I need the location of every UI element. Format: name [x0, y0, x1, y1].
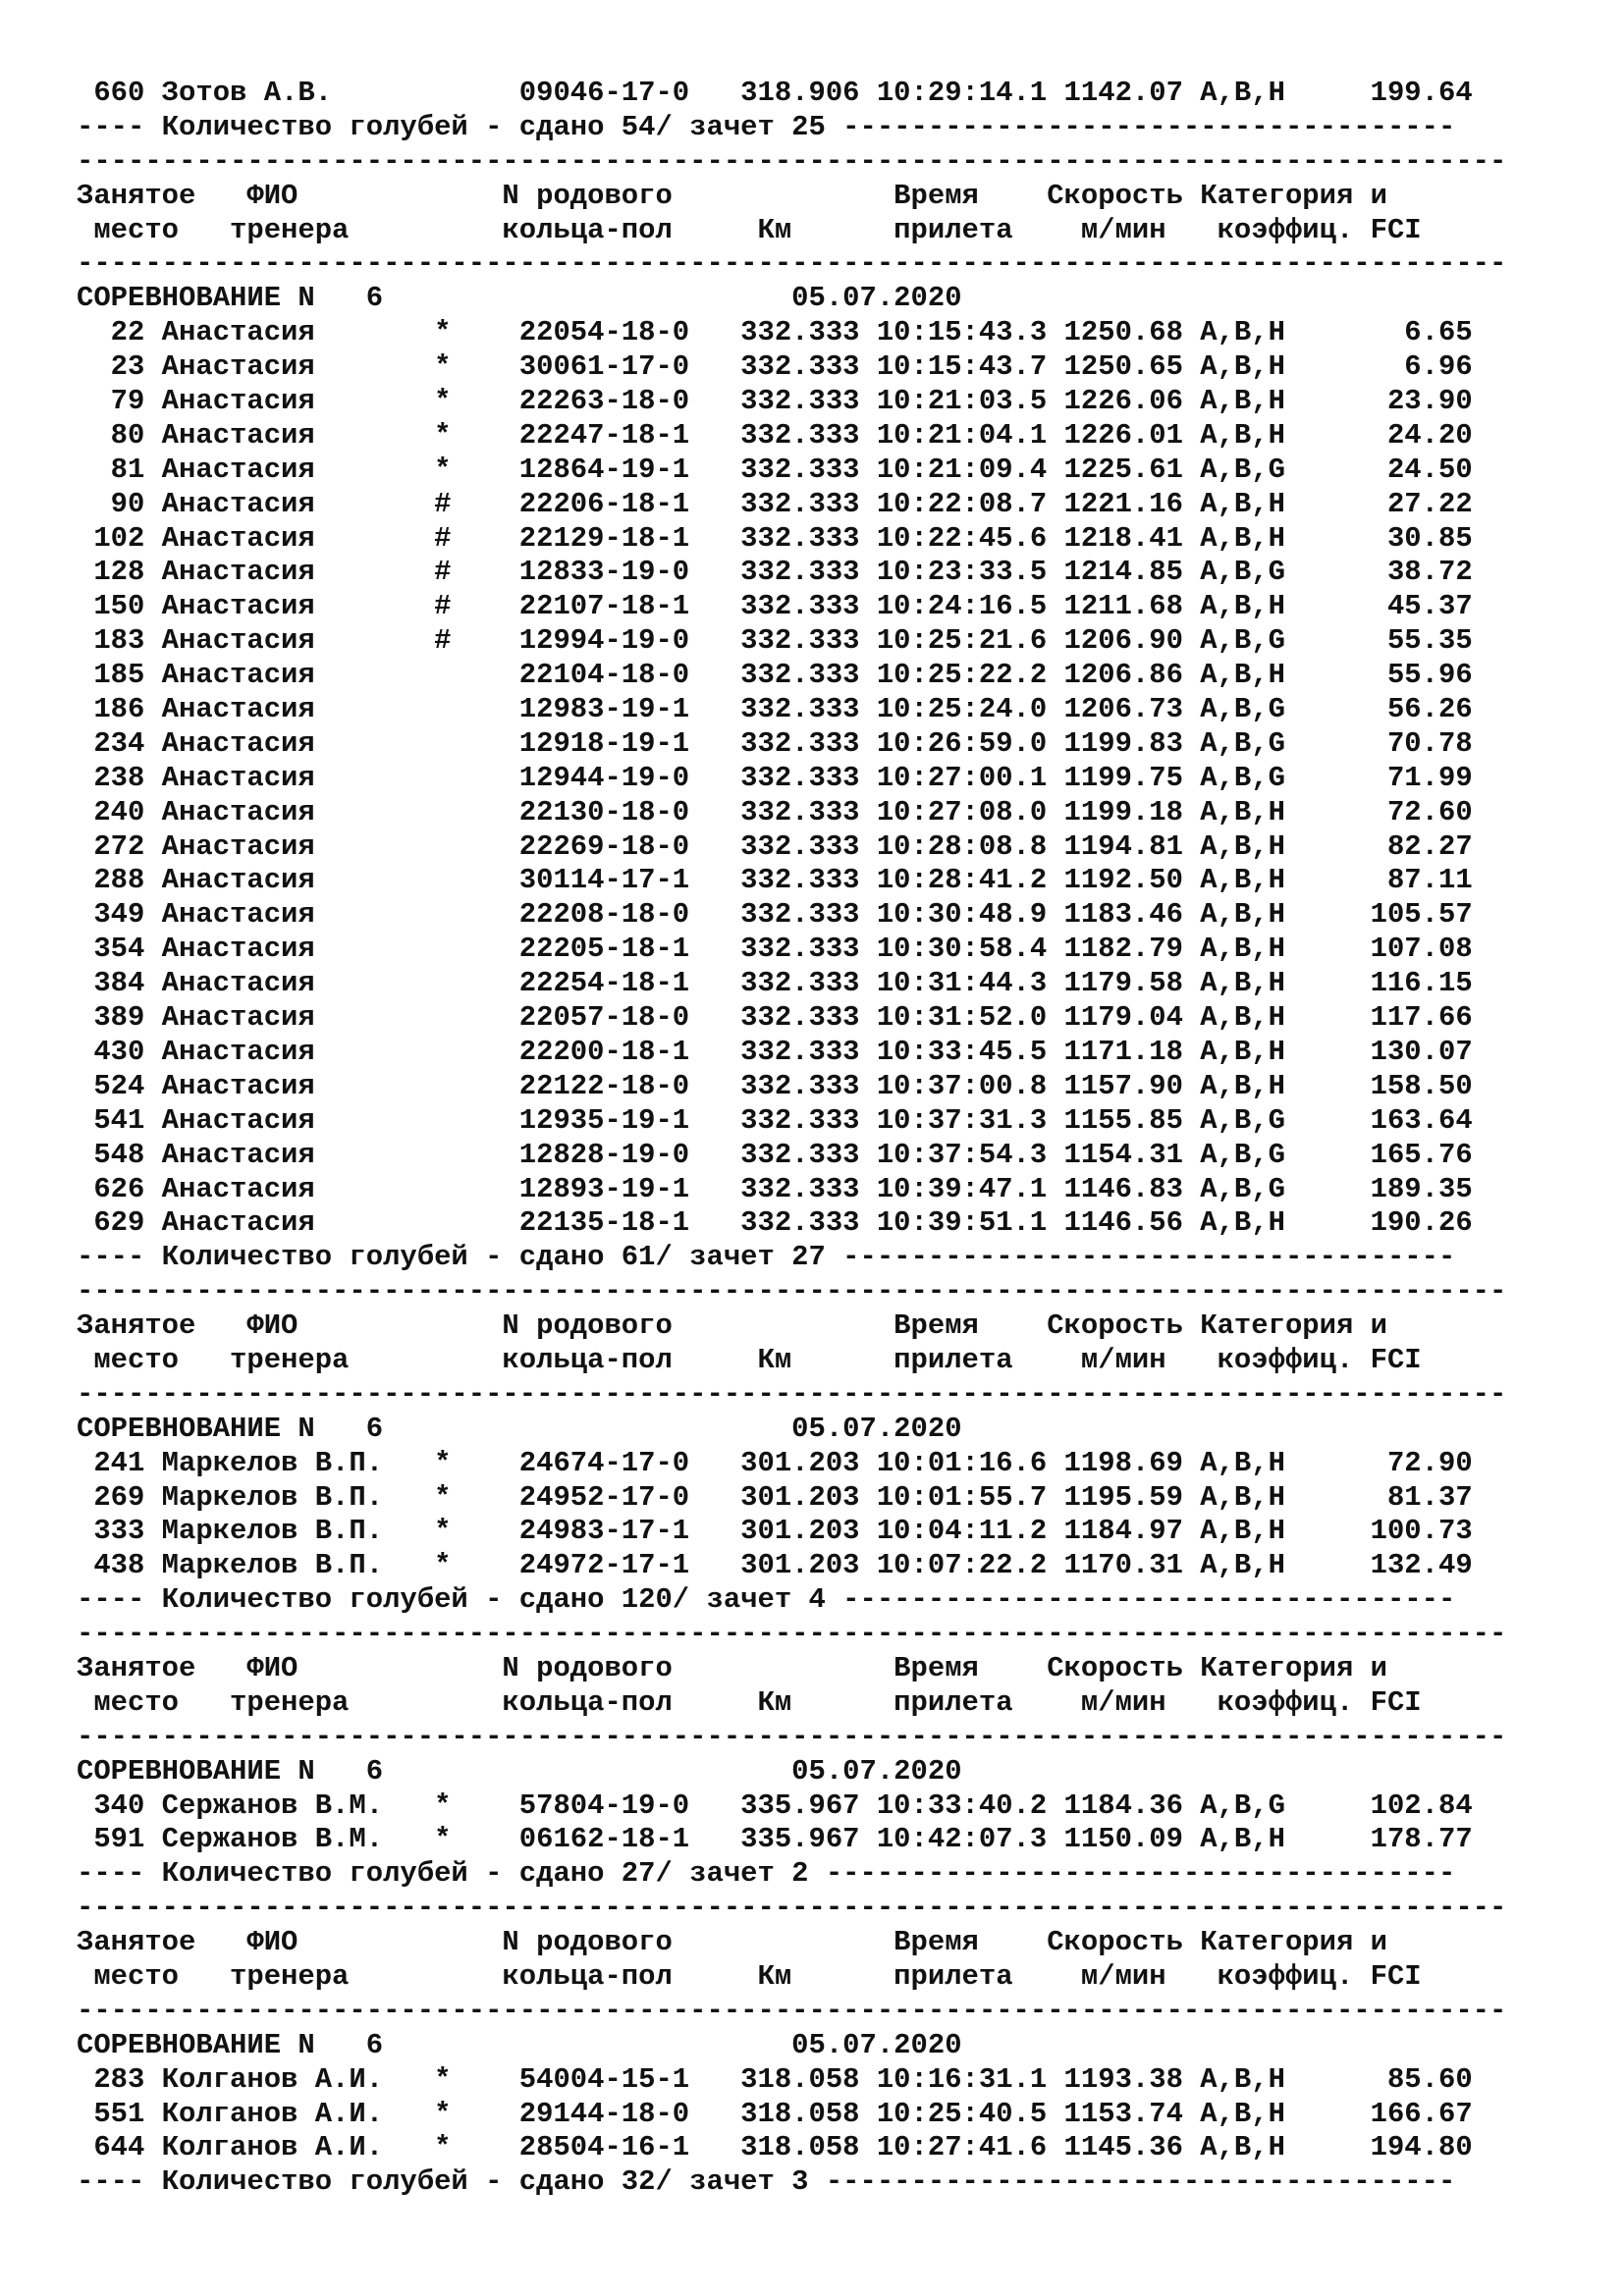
result-row: 333 Маркелов В.П. * 24983-17-1 301.203 10:04:11.2 1184.97 A,B,H 100.73	[77, 1515, 1473, 1548]
result-row: 22 Анастасия * 22054-18-0 332.333 10:15:43.3 1250.68 A,B,H 6.65	[77, 316, 1473, 349]
result-row: 288 Анастасия 30114-17-1 332.333 10:28:41.2 1192.50 A,B,H 87.11	[77, 864, 1473, 897]
count-summary: ---- Количество голубей - сдано 61/ зачет 27 ------------------------------------	[77, 1241, 1456, 1274]
result-row: 183 Анастасия # 12994-19-0 332.333 10:25:21.6 1206.90 A,B,G 55.35	[77, 624, 1473, 658]
column-header-line-2: место тренера кольца-пол Км прилета м/мин коэффиц. FCI	[77, 1685, 1422, 1719]
result-row: 185 Анастасия 22104-18-0 332.333 10:25:22.2 1206.86 A,B,H 55.96	[77, 659, 1473, 692]
count-summary: ---- Количество голубей - сдано 120/ зачет 4 ------------------------------------	[77, 1583, 1456, 1617]
result-row: 354 Анастасия 22205-18-1 332.333 10:30:58.4 1182.79 A,B,H 107.08	[77, 933, 1473, 966]
separator-line: ------------------------------------------------------------------------------------	[77, 247, 1507, 281]
competition-line: СОРЕВНОВАНИЕ N 6 05.07.2020	[77, 1412, 962, 1445]
separator-line: ------------------------------------------------------------------------------------	[77, 1275, 1507, 1308]
column-header-line-1: Занятое ФИО N родового Время Скорость Категория и	[77, 1651, 1387, 1684]
result-row: 186 Анастасия 12983-19-1 332.333 10:25:24.0 1206.73 A,B,G 56.26	[77, 693, 1473, 726]
column-header-line-1: Занятое ФИО N родового Время Скорость Категория и	[77, 179, 1387, 212]
count-summary: ---- Количество голубей - сдано 54/ зачет 25 ------------------------------------	[77, 110, 1456, 143]
result-row: 629 Анастасия 22135-18-1 332.333 10:39:51.1 1146.56 A,B,H 190.26	[77, 1206, 1473, 1240]
column-header-line-2: место тренера кольца-пол Км прилета м/мин коэффиц. FCI	[77, 213, 1422, 246]
result-row: 241 Маркелов В.П. * 24674-17-0 301.203 10:01:16.6 1198.69 A,B,H 72.90	[77, 1446, 1473, 1479]
separator-line: ------------------------------------------------------------------------------------	[77, 1618, 1507, 1651]
column-header-line-2: место тренера кольца-пол Км прилета м/мин коэффиц. FCI	[77, 1959, 1422, 1993]
results-printout	[77, 77, 1506, 2200]
result-row: 438 Маркелов В.П. * 24972-17-1 301.203 10:07:22.2 1170.31 A,B,H 132.49	[77, 1549, 1473, 1582]
result-row: 389 Анастасия 22057-18-0 332.333 10:31:52.0 1179.04 A,B,H 117.66	[77, 1001, 1473, 1035]
result-row: 79 Анастасия * 22263-18-0 332.333 10:21:03.5 1226.06 A,B,H 23.90	[77, 385, 1473, 418]
result-row: 384 Анастасия 22254-18-1 332.333 10:31:44.3 1179.58 A,B,H 116.15	[77, 967, 1473, 1000]
result-row: 524 Анастасия 22122-18-0 332.333 10:37:00.8 1157.90 A,B,H 158.50	[77, 1069, 1473, 1102]
result-row: 660 Зотов А.В. 09046-17-0 318.906 10:29:14.1 1142.07 A,B,H 199.64	[77, 77, 1473, 109]
column-header-line-1: Занятое ФИО N родового Время Скорость Категория и	[77, 1309, 1387, 1343]
result-row: 591 Сержанов В.М. * 06162-18-1 335.967 10:42:07.3 1150.09 A,B,H 178.77	[77, 1823, 1473, 1856]
result-row: 551 Колганов А.И. * 29144-18-0 318.058 10:25:40.5 1153.74 A,B,H 166.67	[77, 2097, 1473, 2130]
count-summary: ---- Количество голубей - сдано 32/ зачет 3 -------------------------------------	[77, 2165, 1456, 2199]
result-row: 548 Анастасия 12828-19-0 332.333 10:37:54.3 1154.31 A,B,G 165.76	[77, 1138, 1473, 1171]
result-row: 430 Анастасия 22200-18-1 332.333 10:33:45.5 1171.18 A,B,H 130.07	[77, 1035, 1473, 1068]
result-row: 238 Анастасия 12944-19-0 332.333 10:27:00.1 1199.75 A,B,G 71.99	[77, 761, 1473, 794]
separator-line: ------------------------------------------------------------------------------------	[77, 1892, 1507, 1925]
result-row: 80 Анастасия * 22247-18-1 332.333 10:21:04.1 1226.01 A,B,H 24.20	[77, 418, 1473, 452]
result-row: 150 Анастасия # 22107-18-1 332.333 10:24:16.5 1211.68 A,B,H 45.37	[77, 590, 1473, 623]
result-row: 81 Анастасия * 12864-19-1 332.333 10:21:09.4 1225.61 A,B,G 24.50	[77, 453, 1473, 486]
result-row: 90 Анастасия # 22206-18-1 332.333 10:22:08.7 1221.16 A,B,H 27.22	[77, 487, 1473, 520]
count-summary: ---- Количество голубей - сдано 27/ зачет 2 -------------------------------------	[77, 1857, 1456, 1891]
result-row: 128 Анастасия # 12833-19-0 332.333 10:23:33.5 1214.85 A,B,G 38.72	[77, 556, 1473, 589]
column-header-line-2: место тренера кольца-пол Км прилета м/мин коэффиц. FCI	[77, 1343, 1422, 1376]
result-row: 272 Анастасия 22269-18-0 332.333 10:28:08.8 1194.81 A,B,H 82.27	[77, 829, 1473, 863]
separator-line: ------------------------------------------------------------------------------------	[77, 1720, 1507, 1753]
result-row: 283 Колганов А.И. * 54004-15-1 318.058 10:16:31.1 1193.38 A,B,H 85.60	[77, 2062, 1473, 2096]
result-row: 349 Анастасия 22208-18-0 332.333 10:30:48.9 1183.46 A,B,H 105.57	[77, 898, 1473, 932]
result-row: 626 Анастасия 12893-19-1 332.333 10:39:47.1 1146.83 A,B,G 189.35	[77, 1172, 1473, 1205]
separator-line: ------------------------------------------------------------------------------------	[77, 1377, 1507, 1411]
result-row: 340 Сержанов В.М. * 57804-19-0 335.967 10:33:40.2 1184.36 A,B,G 102.84	[77, 1789, 1473, 1822]
result-row: 240 Анастасия 22130-18-0 332.333 10:27:08.0 1199.18 A,B,H 72.60	[77, 795, 1473, 828]
result-row: 102 Анастасия # 22129-18-1 332.333 10:22:45.6 1218.41 A,B,H 30.85	[77, 521, 1473, 555]
separator-line: ------------------------------------------------------------------------------------	[77, 144, 1507, 178]
separator-line: ------------------------------------------------------------------------------------	[77, 1994, 1507, 2027]
result-row: 234 Анастасия 12918-19-1 332.333 10:26:59.0 1199.83 A,B,G 70.78	[77, 726, 1473, 760]
competition-line: СОРЕВНОВАНИЕ N 6 05.07.2020	[77, 282, 962, 315]
competition-line: СОРЕВНОВАНИЕ N 6 05.07.2020	[77, 1754, 962, 1788]
competition-line: СОРЕВНОВАНИЕ N 6 05.07.2020	[77, 2028, 962, 2061]
result-row: 269 Маркелов В.П. * 24952-17-0 301.203 10:01:55.7 1195.59 A,B,H 81.37	[77, 1480, 1473, 1514]
result-row: 644 Колганов А.И. * 28504-16-1 318.058 10:27:41.6 1145.36 A,B,H 194.80	[77, 2131, 1473, 2164]
result-row: 23 Анастасия * 30061-17-0 332.333 10:15:43.7 1250.65 A,B,H 6.96	[77, 350, 1473, 384]
column-header-line-1: Занятое ФИО N родового Время Скорость Категория и	[77, 1926, 1387, 1959]
result-row: 541 Анастасия 12935-19-1 332.333 10:37:31.3 1155.85 A,B,G 163.64	[77, 1103, 1473, 1137]
